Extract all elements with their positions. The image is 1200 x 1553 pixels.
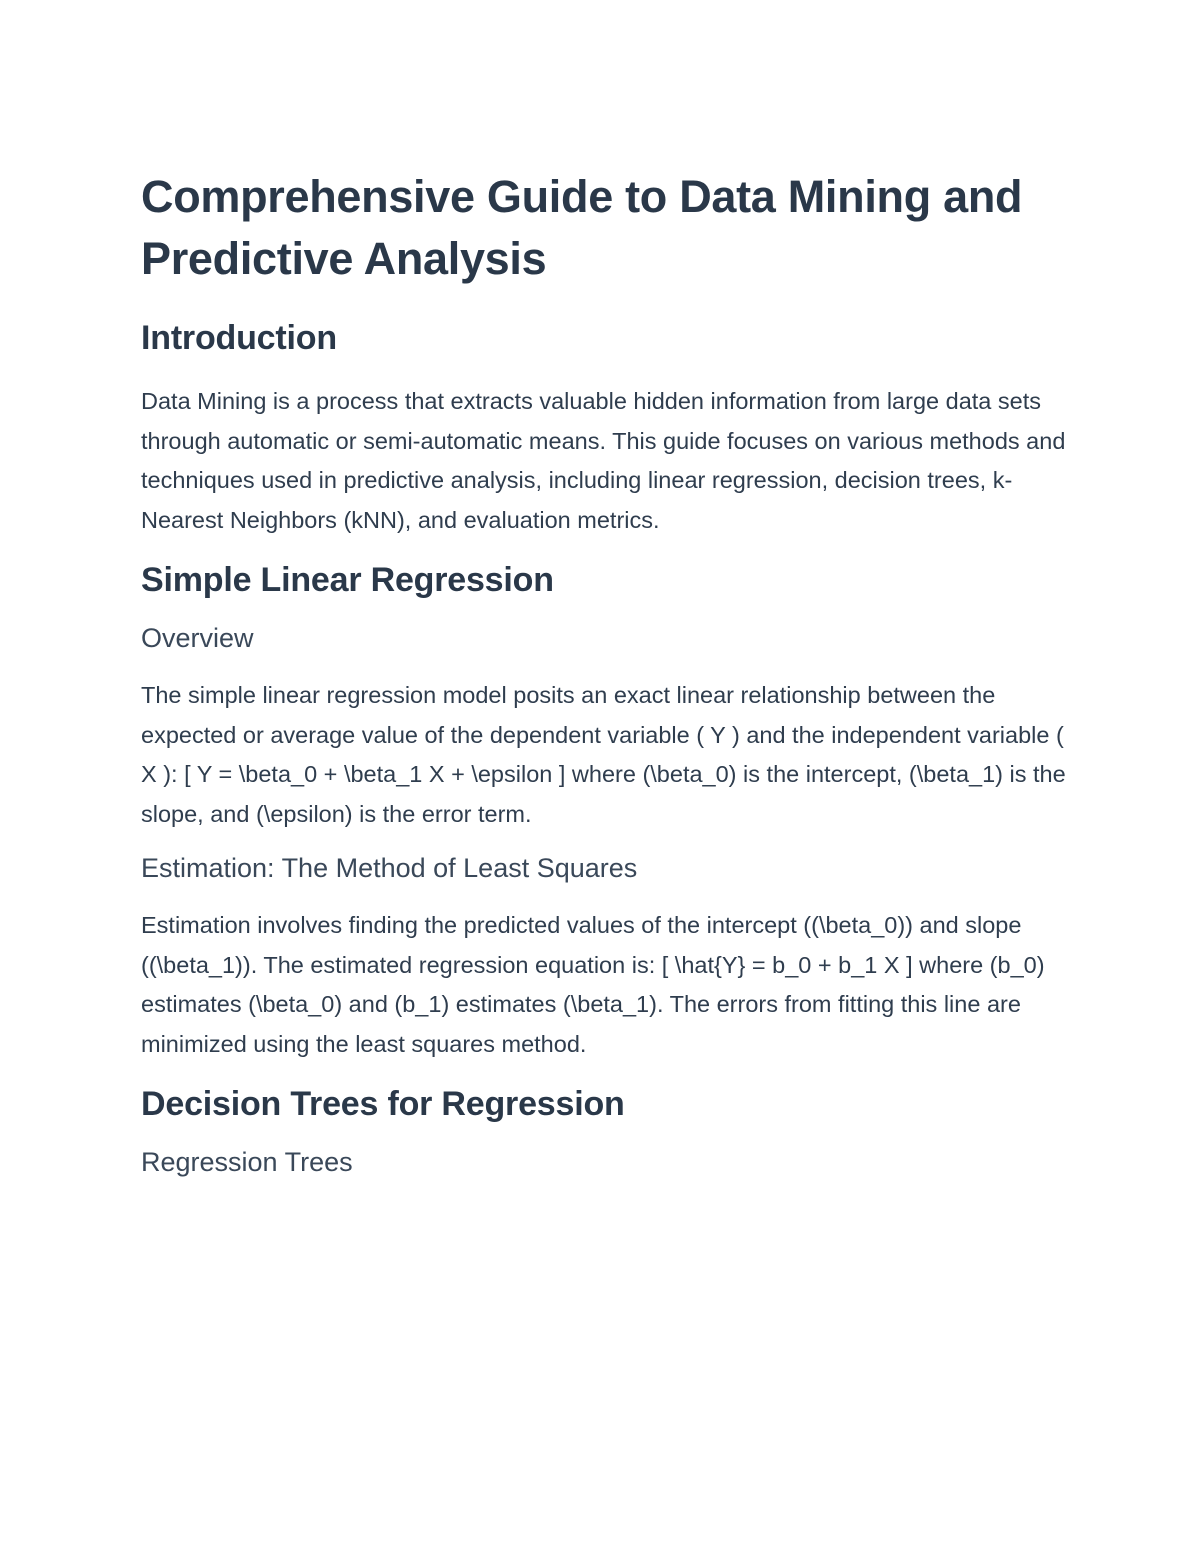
document-page [141,166,1066,1180]
estimation-paragraph: Estimation involves finding the predicted values of the intercept ((\beta_0)) and slope ((\beta_1)). The estimated regression equation is: [ \hat{Y} = b_0 + b_1 X ] where (b_0) estimates (\beta_0) and (b_1) estimates (\beta_1). The errors from fitting this line are minimized using the least squares method. [141,912,1045,1057]
subsection-heading-regression-trees: Regression Trees [141,1147,353,1177]
introduction-paragraph: Data Mining is a process that extracts valuable hidden information from large data sets through automatic or semi-automatic means. This guide focuses on various methods and techniques used in predictive analysis, including linear regression, decision trees, k-Nearest Neighbors (kNN), and evaluation metrics. [141,388,1066,533]
subsection-heading-estimation: Estimation: The Method of Least Squares [141,853,638,883]
overview-paragraph: The simple linear regression model posits an exact linear relationship between the expected or average value of the dependent variable ( Y ) and the independent variable ( X ): [ Y = \beta_0 + \beta_1 X + \epsilon ] where (\beta_0) is the intercept, (\beta_1) is the slope, and (\epsilon) is the error term. [141,682,1066,827]
section-heading-simple-linear-regression: Simple Linear Regression [141,561,554,599]
section-heading-decision-trees: Decision Trees for Regression [141,1085,625,1123]
section-heading-introduction: Introduction [141,319,337,357]
subsection-heading-overview: Overview [141,623,254,653]
document-title: Comprehensive Guide to Data Mining and Predictive Analysis [141,171,1023,284]
